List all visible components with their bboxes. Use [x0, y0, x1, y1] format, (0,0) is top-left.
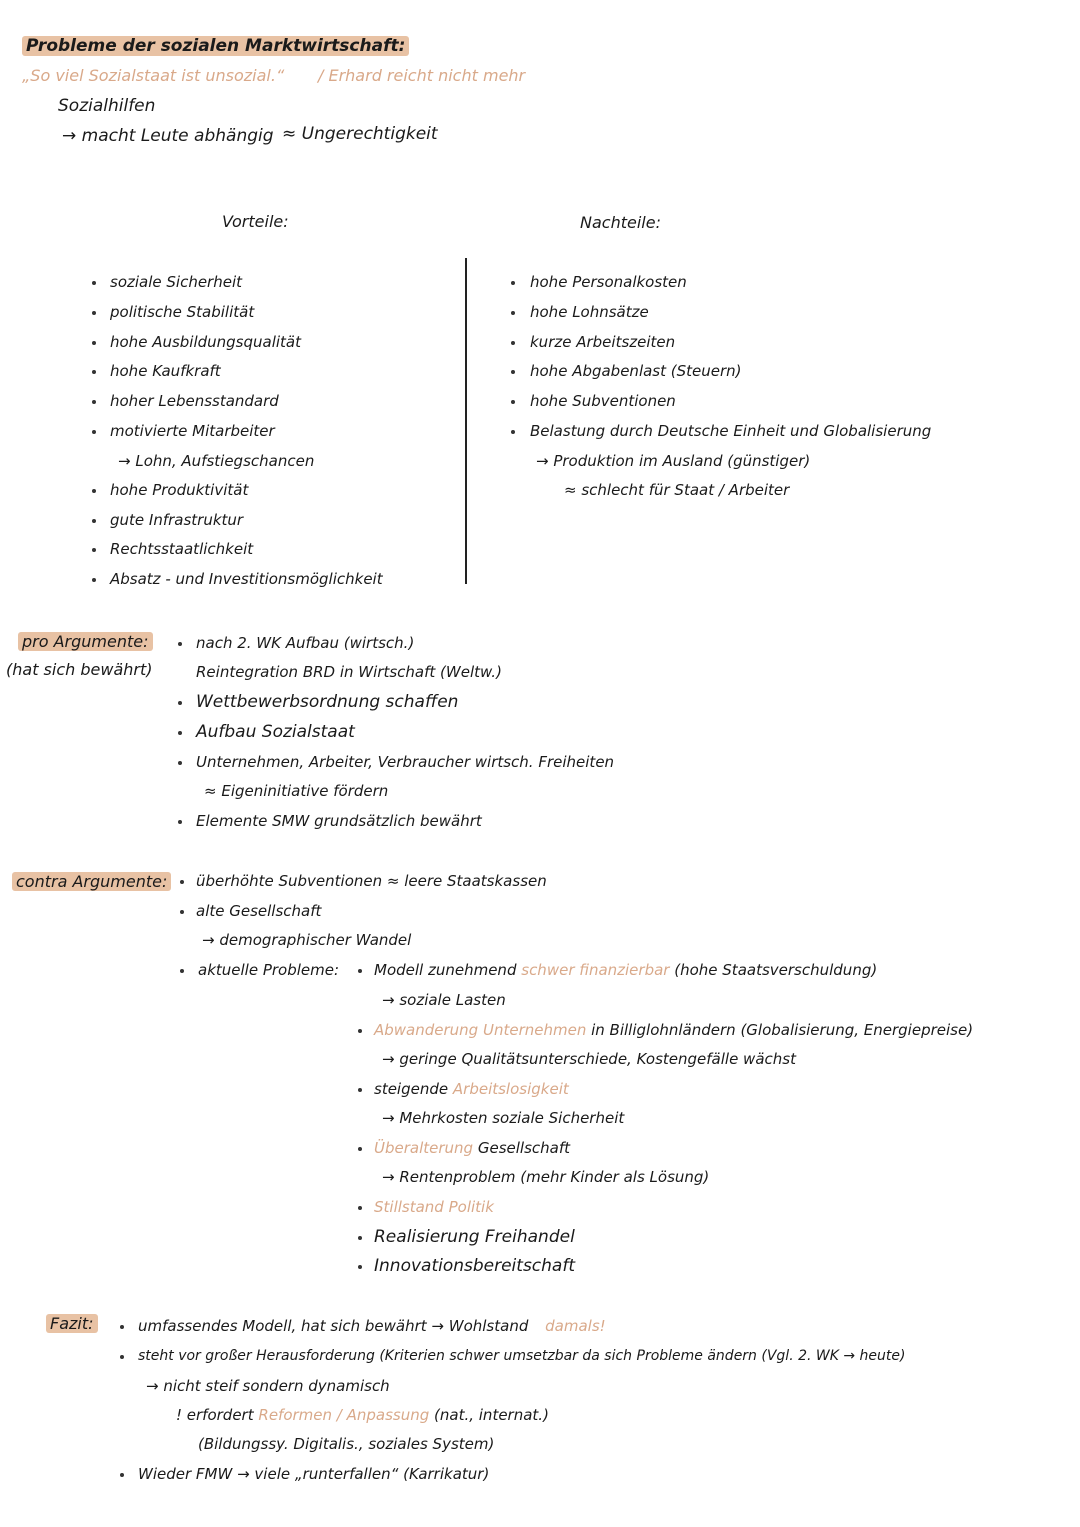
vorteil-subitem: → Lohn, Aufstiegschancen [118, 452, 315, 470]
fazit-item: Wieder FMW → viele „runterfallen“ (Karrikatur) [138, 1465, 490, 1483]
bullet [358, 1265, 362, 1269]
bullet [120, 1355, 124, 1359]
contra-subitem: → demographischer Wandel [202, 931, 412, 949]
pro-subitem: ≈ Eigeninitiative fördern [204, 782, 389, 800]
bullet [178, 701, 182, 705]
vorteil-item: soziale Sicherheit [110, 273, 243, 291]
bullet [92, 430, 96, 434]
bullet [92, 281, 96, 285]
fazit-accent: Reformen / Anpassung [258, 1406, 430, 1424]
bullet [358, 1236, 362, 1240]
nachteil-item: hohe Lohnsätze [530, 303, 649, 321]
pro-sub: (hat sich bewährt) [6, 660, 153, 679]
problem-subitem: → soziale Lasten [382, 991, 506, 1009]
bullet [92, 548, 96, 552]
contra-label [12, 872, 171, 892]
pro-item: nach 2. WK Aufbau (wirtsch.) [196, 634, 415, 652]
fazit-subitem: (Bildungssy. Digitalis., soziales System) [198, 1435, 495, 1453]
problem-item: Realisierung Freihandel [374, 1227, 575, 1247]
problem-accent: schwer finanzierbar [521, 961, 670, 979]
bullet [120, 1325, 124, 1329]
pro-item: Unternehmen, Arbeiter, Verbraucher wirtsch. Freiheiten [196, 753, 615, 771]
title-highlight: Probleme der sozialen Marktwirtschaft: [22, 36, 409, 56]
vorteil-item: Absatz - und Investitionsmöglichkeit [110, 570, 383, 588]
bullet [180, 880, 184, 884]
bullet [358, 1088, 362, 1092]
pro-item: Elemente SMW grundsätzlich bewährt [196, 812, 482, 830]
fazit-label [46, 1314, 98, 1334]
nachteile-heading: Nachteile: [580, 213, 661, 232]
problem-accent: Überalterung [374, 1139, 474, 1157]
page-title [22, 36, 409, 56]
bullet [92, 341, 96, 345]
pro-item: Reintegration BRD in Wirtschaft (Weltw.) [196, 663, 502, 681]
fazit-subitem [176, 1405, 549, 1425]
nachteil-item: hohe Subventionen [530, 392, 676, 410]
nachteil-item: kurze Arbeitszeiten [530, 333, 676, 351]
problem-item [374, 1079, 569, 1099]
problem-item [374, 960, 877, 980]
vorteil-item: politische Stabilität [110, 303, 255, 321]
pro-item: Aufbau Sozialstaat [196, 722, 355, 742]
problem-subitem: → Rentenproblem (mehr Kinder als Lösung) [382, 1168, 710, 1186]
fazit-text: umfassendes Modell, hat sich bewährt → Wohlstand [138, 1317, 529, 1335]
nachteil-item: hohe Abgabenlast (Steuern) [530, 362, 742, 380]
vorteil-item: Rechtsstaatlichkeit [110, 540, 254, 558]
bullet [178, 761, 182, 765]
fazit-item [138, 1316, 606, 1336]
problem-text: steigende [374, 1080, 449, 1098]
bullet [358, 969, 362, 973]
vorteile-heading: Vorteile: [222, 212, 289, 231]
problem-text: in Billiglohnländern (Globalisierung, Energiepreise) [591, 1021, 974, 1039]
problem-accent: Arbeitslosigkeit [452, 1080, 569, 1098]
bullet [92, 311, 96, 315]
bullet [92, 400, 96, 404]
bullet [358, 1147, 362, 1151]
bullet [92, 489, 96, 493]
quote: „So viel Sozialstaat ist unsozial.“ [22, 66, 285, 85]
fazit-item: steht vor großer Herausforderung (Kriterien schwer umsetzbar da sich Probleme ändern (Vgl. 2. WK → heute) [138, 1348, 906, 1364]
fazit-text: ! erfordert [176, 1406, 254, 1424]
contra-item: alte Gesellschaft [196, 902, 322, 920]
nachteil-subitem: ≈ schlecht für Staat / Arbeiter [564, 481, 790, 499]
problem-subitem: → geringe Qualitätsunterschiede, Kostengefälle wächst [382, 1050, 796, 1068]
bullet [180, 969, 184, 973]
pro-label-text: pro Argumente: [18, 632, 153, 651]
problem-text: Gesellschaft [477, 1139, 571, 1157]
bullet [92, 370, 96, 374]
vorteil-item: hohe Produktivität [110, 481, 249, 499]
vorteil-item: hoher Lebensstandard [110, 392, 279, 410]
bullet [178, 731, 182, 735]
sozialhilfen-sub2: ≈ Ungerechtigkeit [282, 124, 438, 144]
contra-item: überhöhte Subventionen ≈ leere Staatskassen [196, 872, 547, 890]
sozialhilfen: Sozialhilfen [58, 96, 156, 116]
fazit-text: (nat., internat.) [434, 1406, 549, 1424]
vorteil-item: gute Infrastruktur [110, 511, 244, 529]
problem-item: Innovationsbereitschaft [374, 1256, 575, 1276]
nachteil-item: hohe Personalkosten [530, 273, 687, 291]
pro-item: Wettbewerbsordnung schaffen [196, 692, 459, 712]
fazit-label-text: Fazit: [46, 1314, 98, 1333]
bullet [180, 910, 184, 914]
sozialhilfen-sub: → macht Leute abhängig [62, 126, 274, 146]
contra-item: aktuelle Probleme: [198, 961, 340, 979]
nachteil-item: Belastung durch Deutsche Einheit und Globalisierung [530, 422, 932, 440]
nachteil-subitem: → Produktion im Ausland (günstiger) [536, 452, 811, 470]
bullet [511, 341, 515, 345]
problem-item [374, 1138, 570, 1158]
bullet [92, 578, 96, 582]
contra-label-text: contra Argumente: [12, 872, 171, 891]
problem-item: Stillstand Politik [374, 1198, 494, 1216]
bullet [358, 1029, 362, 1033]
vorteil-item: hohe Kaufkraft [110, 362, 221, 380]
quote-note: / Erhard reicht nicht mehr [318, 66, 526, 85]
vorteil-item: motivierte Mitarbeiter [110, 422, 275, 440]
bullet [511, 430, 515, 434]
bullet [92, 519, 96, 523]
divider-line [465, 258, 467, 584]
bullet [511, 400, 515, 404]
bullet [178, 642, 182, 646]
problem-item [374, 1020, 973, 1040]
problem-accent: Abwanderung Unternehmen [374, 1021, 587, 1039]
problem-text: Modell zunehmend [374, 961, 517, 979]
bullet [178, 820, 182, 824]
problem-subitem: → Mehrkosten soziale Sicherheit [382, 1109, 625, 1127]
pro-label [18, 632, 153, 652]
fazit-subitem: → nicht steif sondern dynamisch [146, 1377, 390, 1395]
fazit-accent: damals! [545, 1317, 606, 1335]
bullet [120, 1473, 124, 1477]
bullet [358, 1206, 362, 1210]
problem-text: (hohe Staatsverschuldung) [674, 961, 878, 979]
vorteil-item: hohe Ausbildungsqualität [110, 333, 302, 351]
bullet [511, 370, 515, 374]
bullet [511, 281, 515, 285]
bullet [511, 311, 515, 315]
